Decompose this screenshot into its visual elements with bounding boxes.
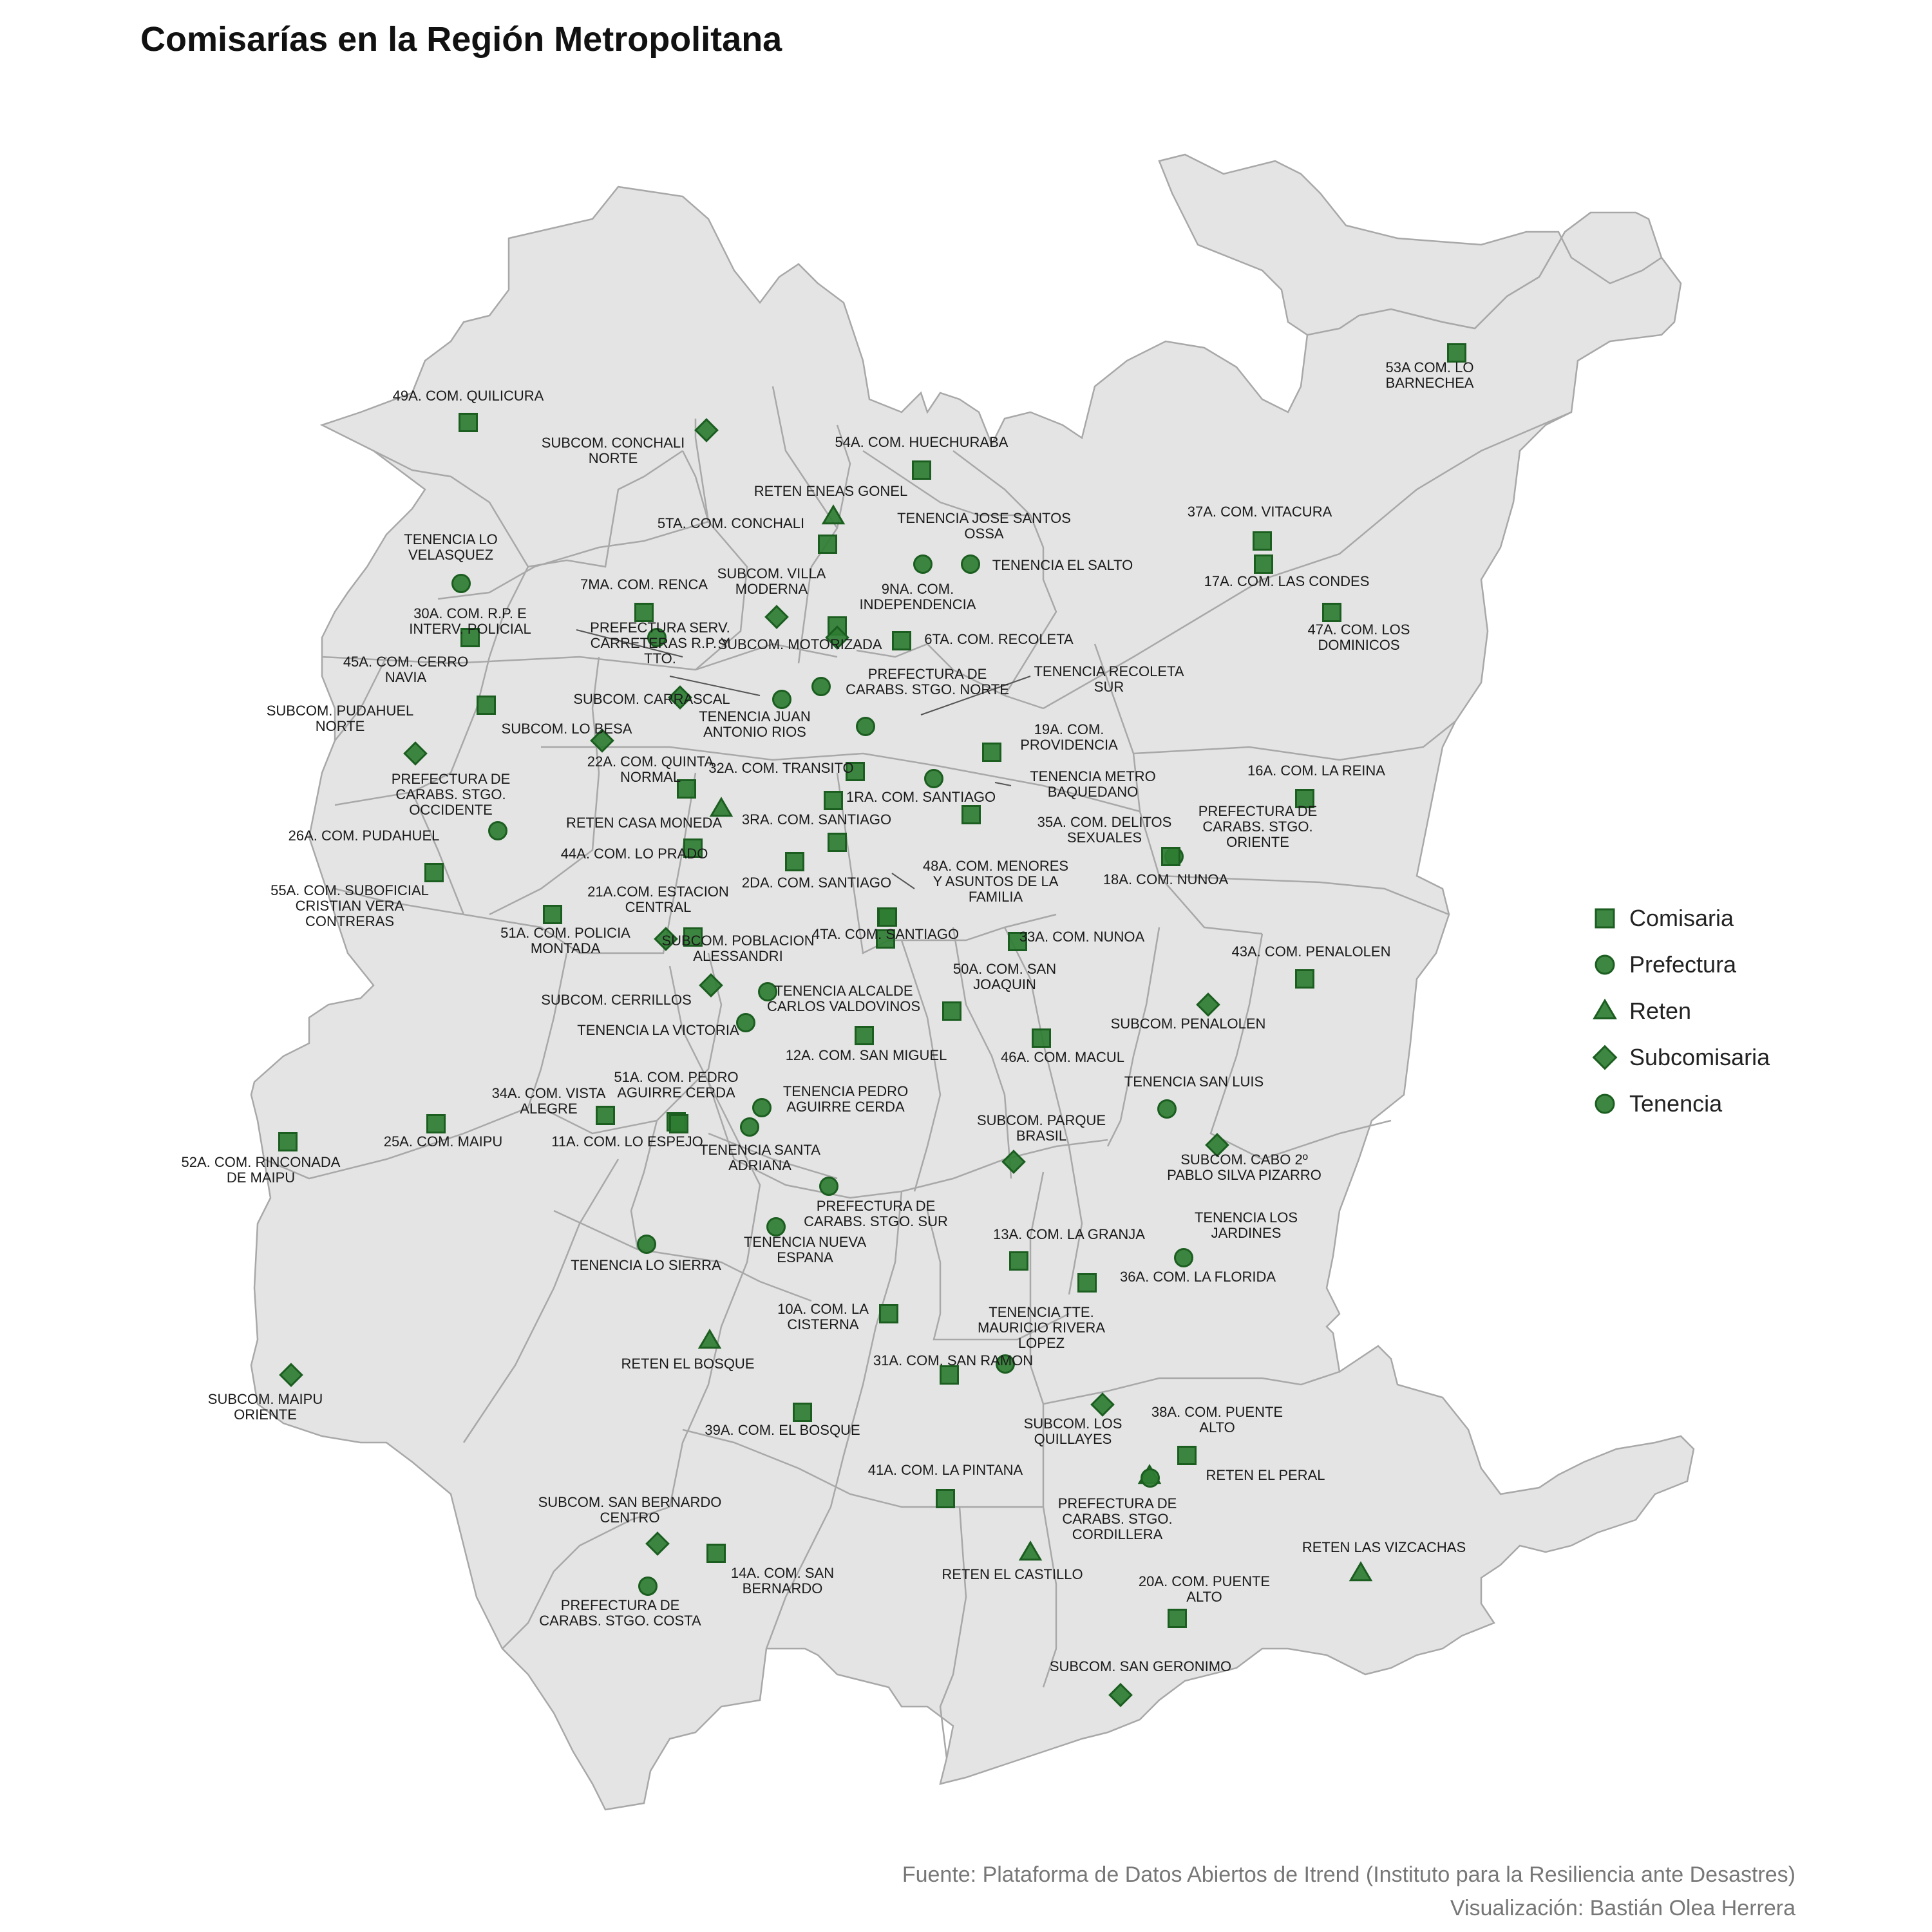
station-label: 39A. COM. EL BOSQUE xyxy=(705,1422,860,1438)
station-label: 36A. COM. LA FLORIDA xyxy=(1119,1269,1276,1285)
station-label: TENENCIA LA VICTORIA xyxy=(577,1022,739,1038)
station-label: TENENCIA JUAN ANTONIO RIOS xyxy=(699,708,811,740)
station-marker-comisaria xyxy=(708,1545,725,1562)
station-label: 19A. COM. PROVIDENCIA xyxy=(1020,721,1118,753)
station-label: 49A. COM. QUILICURA xyxy=(392,388,544,404)
station-marker-tenencia xyxy=(753,1099,771,1117)
station-marker-tenencia xyxy=(768,1218,785,1236)
legend-square-icon xyxy=(1596,909,1614,927)
station-marker-comisaria xyxy=(279,1133,297,1151)
credit-text: Visualización: Bastián Olea Herrera xyxy=(1450,1896,1795,1920)
station-label: 55A. COM. SUBOFICIAL CRISTIAN VERA CONTRERAS xyxy=(270,882,429,929)
station-label: TENENCIA LOS JARDINES xyxy=(1194,1209,1298,1241)
station-marker-comisaria xyxy=(1255,556,1273,573)
station-marker-tenencia xyxy=(1159,1101,1176,1118)
station-label: 47A. COM. LOS DOMINICOS xyxy=(1307,621,1410,653)
station-label: SUBCOM. SAN BERNARDO CENTRO xyxy=(538,1494,722,1526)
station-label: PREFECTURA DE CARABS. STGO. CORDILLERA xyxy=(1057,1495,1177,1542)
station-marker-comisaria xyxy=(893,632,911,650)
station-marker-comisaria xyxy=(879,909,896,926)
station-label: SUBCOM. VILLA MODERNA xyxy=(717,565,826,597)
station-label: 52A. COM. RINCONADA DE MAIPU xyxy=(181,1154,341,1186)
station-label: 35A. COM. DELITOS SEXUALES xyxy=(1037,814,1172,846)
station-label: TENENCIA METRO BAQUEDANO xyxy=(1030,768,1156,800)
station-marker-prefectura xyxy=(489,822,507,840)
station-marker-prefectura xyxy=(820,1178,838,1195)
legend-label: Comisaria xyxy=(1629,905,1734,931)
station-marker-tenencia xyxy=(962,556,980,573)
station-label: 41A. COM. LA PINTANA xyxy=(867,1462,1023,1478)
station-label: 45A. COM. CERRO NAVIA xyxy=(343,654,469,685)
source-text: Fuente: Plataforma de Datos Abiertos de Itrend (Instituto para la Resiliencia ante Desastres) xyxy=(902,1862,1795,1887)
station-label: SUBCOM. MAIPU ORIENTE xyxy=(207,1391,323,1423)
station-label: SUBCOM. PARQUE BRASIL xyxy=(976,1112,1106,1144)
legend-item-reten xyxy=(1591,988,1770,1034)
station-label: 46A. COM. MACUL xyxy=(1001,1049,1124,1065)
station-label: RETEN EL PERAL xyxy=(1206,1467,1325,1483)
station-label: 51A. COM. PEDRO AGUIRRE CERDA xyxy=(614,1069,739,1101)
legend-label: Prefectura xyxy=(1629,951,1737,978)
station-label: RETEN EL BOSQUE xyxy=(621,1356,755,1372)
station-marker-comisaria xyxy=(913,462,931,479)
station-label: 44A. COM. LO PRADO xyxy=(560,846,708,862)
station-marker-tenencia xyxy=(773,691,791,708)
station-marker-prefectura xyxy=(813,678,830,696)
station-label: TENENCIA TTE. MAURICIO RIVERA LOPEZ xyxy=(977,1304,1106,1351)
station-label: TENENCIA PEDRO AGUIRRE CERDA xyxy=(782,1083,909,1115)
station-marker-comisaria xyxy=(1323,604,1341,621)
station-marker-comisaria xyxy=(983,744,1001,761)
station-marker-comisaria xyxy=(1033,1030,1050,1047)
station-marker-prefectura xyxy=(1142,1470,1159,1487)
station-label: 16A. COM. LA REINA xyxy=(1247,762,1385,779)
station-label: 50A. COM. SAN JOAQUIN xyxy=(952,961,1057,992)
station-label: 11A. COM. LO ESPEJO xyxy=(551,1133,703,1150)
station-marker-comisaria xyxy=(1010,1253,1028,1270)
station-label: 31A. COM. SAN RAMON xyxy=(873,1352,1034,1368)
station-label: 33A. COM. NUNOA xyxy=(1019,929,1145,945)
station-label: 1RA. COM. SANTIAGO xyxy=(846,789,996,805)
station-label: 7MA. COM. RENCA xyxy=(580,576,708,592)
legend-item-comisaria xyxy=(1591,895,1770,942)
station-label: 51A. COM. POLICIA MONTADA xyxy=(500,925,630,956)
legend-label: Reten xyxy=(1629,998,1692,1024)
station-marker-comisaria xyxy=(1162,848,1180,866)
legend-triangle-icon xyxy=(1595,1001,1615,1019)
station-label: 37A. COM. VITACURA xyxy=(1187,504,1332,520)
station-label: PREFECTURA DE CARABS. STGO. COSTA xyxy=(539,1597,701,1629)
legend-symbol-circle xyxy=(1591,952,1629,978)
station-label: PREFECTURA DE CARABS. STGO. SUR xyxy=(804,1198,948,1229)
station-marker-tenencia xyxy=(737,1014,755,1032)
legend-item-tenencia xyxy=(1591,1081,1770,1127)
station-label: 4TA. COM. SANTIAGO xyxy=(811,926,960,942)
station-label: 53A COM. LO BARNECHEA xyxy=(1385,359,1474,391)
station-label: 32A. COM. TRANSITO xyxy=(708,760,854,776)
station-marker-comisaria xyxy=(829,834,846,851)
station-marker-comisaria xyxy=(460,414,477,431)
station-label: TENENCIA ALCALDE CARLOS VALDOVINOS xyxy=(767,983,920,1014)
station-label: SUBCOM. LO BESA xyxy=(501,721,632,737)
station-marker-comisaria xyxy=(941,1367,958,1384)
station-marker-comisaria xyxy=(670,1115,688,1133)
station-marker-comisaria xyxy=(597,1107,614,1124)
station-label: SUBCOM. MOTORIZADA xyxy=(717,636,882,652)
station-label: RETEN LAS VIZCACHAS xyxy=(1302,1539,1466,1555)
station-label: SUBCOM. SAN GERONIMO xyxy=(1049,1658,1232,1674)
station-label: 21A.COM. ESTACION CENTRAL xyxy=(587,884,729,915)
station-label: 3RA. COM. SANTIAGO xyxy=(741,811,892,828)
legend-diamond-icon xyxy=(1594,1046,1616,1069)
legend-symbol-triangle xyxy=(1591,998,1629,1024)
station-marker-tenencia xyxy=(453,575,470,592)
station-marker-comisaria xyxy=(428,1115,445,1133)
station-marker-comisaria xyxy=(1296,971,1314,988)
station-marker-tenencia xyxy=(741,1119,759,1136)
station-marker-comisaria xyxy=(937,1490,954,1508)
station-label: TENENCIA RECOLETA SUR xyxy=(1034,663,1184,695)
station-label: 9NA. COM. INDEPENDENCIA xyxy=(859,581,976,612)
station-marker-comisaria xyxy=(825,792,842,810)
station-marker-comisaria xyxy=(636,604,653,621)
station-label: SUBCOM. LOS QUILLAYES xyxy=(1023,1416,1122,1447)
station-label: PREFECTURA DE CARABS. STGO. NORTE xyxy=(846,666,1009,697)
station-label: RETEN EL CASTILLO xyxy=(942,1566,1083,1582)
station-label: 18A. COM. NUNOA xyxy=(1103,871,1229,887)
station-marker-tenencia xyxy=(638,1236,656,1253)
legend-symbol-diamond xyxy=(1591,1045,1629,1070)
station-label: 20A. COM. PUENTE ALTO xyxy=(1138,1573,1271,1605)
station-label: 43A. COM. PENALOLEN xyxy=(1231,943,1391,960)
station-label: SUBCOM. PUDAHUEL NORTE xyxy=(266,703,414,734)
station-marker-comisaria xyxy=(1169,1610,1186,1627)
legend-symbol-square xyxy=(1591,905,1629,931)
station-label: SUBCOM. POBLACION ALESSANDRI xyxy=(661,933,815,964)
station-label: RETEN ENEAS GONEL xyxy=(753,483,908,499)
station-label: 10A. COM. LA CISTERNA xyxy=(777,1301,869,1332)
legend-item-prefectura xyxy=(1591,942,1770,988)
station-label: TENENCIA EL SALTO xyxy=(992,557,1133,573)
station-marker-tenencia xyxy=(857,718,875,735)
station-label: 25A. COM. MAIPU xyxy=(383,1133,503,1150)
legend xyxy=(1591,895,1770,1127)
station-label: TENENCIA LO VELASQUEZ xyxy=(404,531,498,563)
station-label: RETEN CASA MONEDA xyxy=(565,815,723,831)
station-marker-comisaria xyxy=(794,1404,811,1421)
station-marker-comisaria xyxy=(819,536,837,553)
station-marker-comisaria xyxy=(856,1027,873,1045)
station-marker-tenencia xyxy=(925,770,943,788)
station-label: 38A. COM. PUENTE ALTO xyxy=(1151,1404,1283,1435)
legend-symbol-circle xyxy=(1591,1091,1629,1117)
station-label: SUBCOM. CERRILLOS xyxy=(541,992,692,1008)
station-marker-comisaria xyxy=(478,697,495,714)
station-marker-comisaria xyxy=(426,864,443,882)
station-label: 34A. COM. VISTA ALEGRE xyxy=(491,1085,606,1117)
station-label: 13A. COM. LA GRANJA xyxy=(993,1226,1145,1242)
legend-label: Subcomisaria xyxy=(1629,1044,1770,1070)
legend-circle-icon xyxy=(1596,1095,1614,1113)
station-label: 17A. COM. LAS CONDES xyxy=(1204,573,1370,589)
station-marker-comisaria xyxy=(1179,1447,1196,1464)
station-marker-tenencia xyxy=(914,556,932,573)
station-label: 6TA. COM. RECOLETA xyxy=(924,631,1074,647)
station-marker-comisaria xyxy=(963,806,980,824)
station-label: 5TA. COM. CONCHALI xyxy=(657,515,805,531)
station-label: 2DA. COM. SANTIAGO xyxy=(741,875,892,891)
station-label: 12A. COM. SAN MIGUEL xyxy=(785,1047,947,1063)
station-label: SUBCOM. CONCHALI NORTE xyxy=(541,435,685,466)
map-title: Comisarías en la Región Metropolitana xyxy=(140,20,782,59)
station-marker-comisaria xyxy=(1254,533,1271,550)
station-label: 22A. COM. QUINTA NORMAL xyxy=(587,753,714,785)
station-label: SUBCOM. CARRASCAL xyxy=(573,691,730,707)
station-marker-tenencia xyxy=(1175,1249,1193,1267)
legend-item-subcomisaria xyxy=(1591,1034,1770,1081)
station-marker-comisaria xyxy=(544,906,562,923)
station-label: PREFECTURA SERV. CARRETERAS R.P. Y TTO. xyxy=(590,620,730,667)
station-label: SUBCOM. PENALOLEN xyxy=(1110,1016,1266,1032)
station-marker-comisaria xyxy=(786,853,804,871)
legend-circle-icon xyxy=(1596,956,1614,974)
station-label: PREFECTURA DE CARABS. STGO. ORIENTE xyxy=(1198,803,1318,850)
station-label: TENENCIA NUEVA ESPANA xyxy=(743,1234,867,1265)
station-label: TENENCIA LO SIERRA xyxy=(571,1257,721,1273)
station-marker-comisaria xyxy=(880,1305,898,1323)
station-label: TENENCIA SAN LUIS xyxy=(1124,1074,1264,1090)
station-marker-comisaria xyxy=(1079,1274,1096,1292)
station-label: 26A. COM. PUDAHUEL xyxy=(288,828,440,844)
station-label: SUBCOM. CABO 2º PABLO SILVA PIZARRO xyxy=(1167,1151,1321,1183)
station-label: PREFECTURA DE CARABS. STGO. OCCIDENTE xyxy=(391,771,511,818)
station-label: 54A. COM. HUECHURABA xyxy=(835,434,1009,450)
station-marker-prefectura xyxy=(639,1578,657,1595)
station-label: 30A. COM. R.P. E INTERV. POLICIAL xyxy=(409,605,531,637)
station-label: TENENCIA JOSE SANTOS OSSA xyxy=(897,510,1071,542)
legend-label: Tenencia xyxy=(1629,1090,1723,1117)
caption xyxy=(902,1858,1795,1925)
station-label: 14A. COM. SAN BERNARDO xyxy=(730,1565,835,1596)
station-marker-comisaria xyxy=(943,1003,961,1020)
station-label: TENENCIA SANTA ADRIANA xyxy=(699,1142,820,1173)
station-label: 48A. COM. MENORES Y ASUNTOS DE LA FAMILIA xyxy=(922,858,1069,905)
